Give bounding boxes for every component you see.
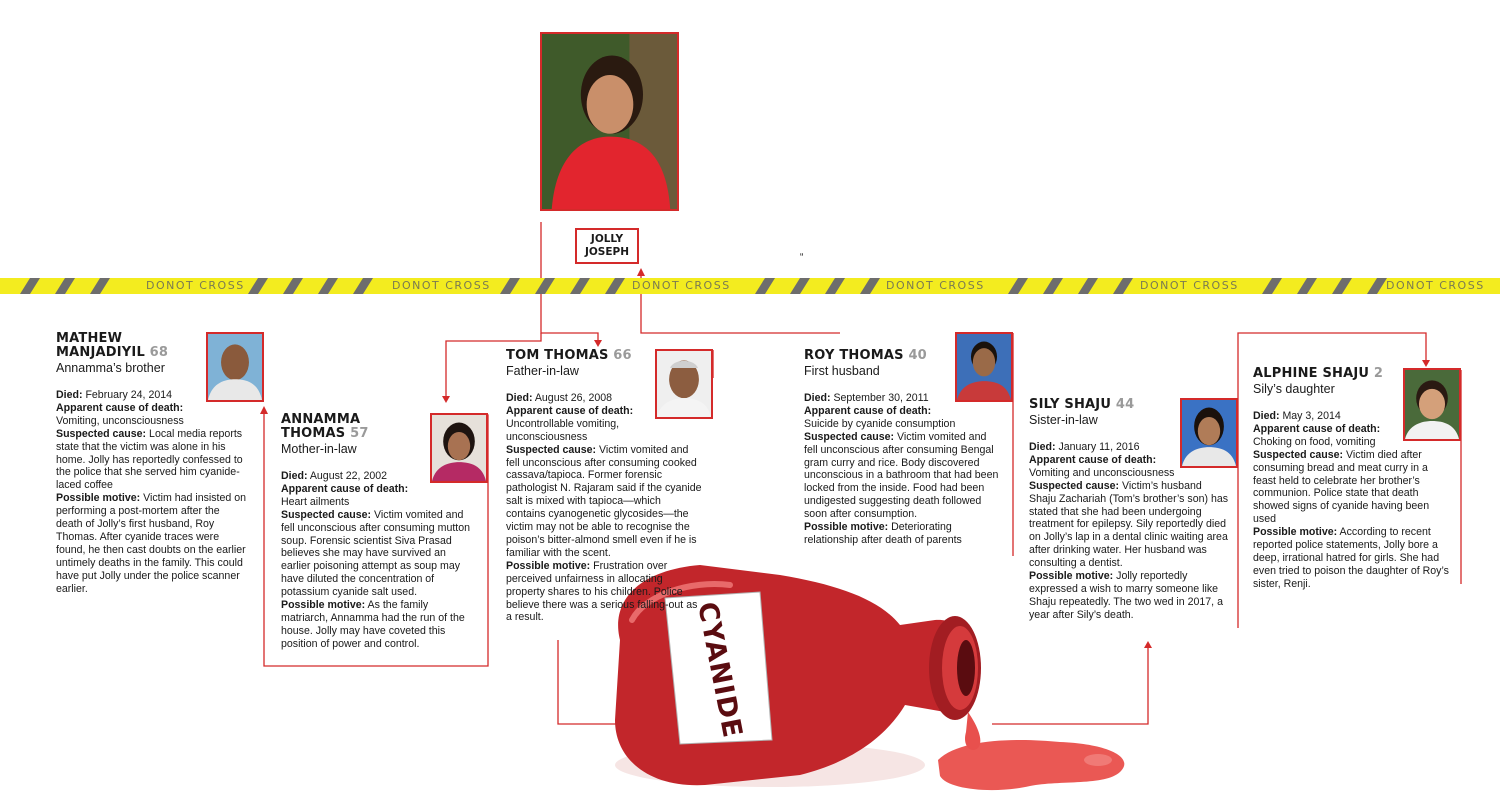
suspected-cause: Victim’s husband Shaju Zachariah (Tom’s brother’s son) has stated that she had been undergoing treatment for epilepsy. Sily reportedly died on Jolly’s lap in a dental clinic waiting area after drinking water. Her husband was consulting a dentist. [1029,479,1229,570]
age: 2 [1373,366,1384,381]
died-label: Died: [506,392,533,404]
victim-card [506,349,702,624]
apparent-cause: Heart ailments [281,495,350,508]
age: 40 [908,348,927,363]
relation: Annamma’s brother [56,361,165,375]
victim-name [1253,367,1453,381]
apparent-cause: Suicide by cyanide consumption [804,417,956,430]
died-label: Died: [804,392,831,404]
relation: Father-in-law [506,364,579,378]
died-label: Died: [1253,410,1280,422]
suspected-label: Suspected cause: [1029,479,1120,492]
tape-label: DONOT CROSS [632,279,731,292]
victim-card [804,349,1000,547]
died-date: September 30, 2011 [833,392,929,404]
victim-details [804,392,1000,547]
possible-motive: According to recent reported police statements, Jolly bore a deep, irrational hatred for girls. She had even tried to poison the daughter of Roy’s sister, Renji. [1253,526,1449,590]
died-label: Died: [281,470,308,482]
apparent-label: Apparent cause of death: [506,404,634,417]
possible-motive: Deteriorating relationship after death of parents [804,521,962,546]
died-date: August 26, 2008 [534,392,613,404]
motive-label: Possible motive: [281,599,366,612]
suspected-label: Suspected cause: [804,430,895,443]
victim-details [1253,410,1453,591]
died-label: Died: [1029,441,1056,453]
died-date: January 11, 2016 [1058,441,1140,453]
possible-motive: Victim had insisted on performing a post-mortem after the death of Jolly’s first husband, Roy Thomas. After cyanide traces were found, he then cast doubts on the earlier untimely deaths in the family. This could have put Jolly under the police scanner earlier. [56,492,246,595]
tape-label: DONOT CROSS [146,279,245,292]
suspected-cause: Victim died after consuming bread and meat curry in a feast held to celebrate her brother’s communion. Police state that death showed signs of cyanide having been used [1253,448,1430,526]
apparent-label: Apparent cause of death: [1253,422,1381,435]
suspected-label: Suspected cause: [281,508,372,521]
motive-label: Possible motive: [804,521,889,534]
tape-label: DONOT CROSS [1386,279,1485,292]
apparent-cause: Uncontrollable vomiting, unconsciousness [506,417,620,443]
motive-label: Possible motive: [1029,570,1114,583]
victim-card [1029,398,1229,622]
jolly-joseph-name [575,228,639,264]
apparent-cause: Vomiting and unconsciousness [1029,466,1175,479]
apparent-cause: Choking on food, vomiting [1253,435,1376,448]
apparent-label: Apparent cause of death: [56,401,184,414]
relation: Sister-in-law [1029,413,1098,427]
victim-name [281,413,477,441]
suspected-cause: Victim vomited and fell unconscious after consuming Bengal gram curry and rice. Body discovered unconscious in a bathroom that had been locked from the inside. Food had been undigested suggesting death followed soon after consumption. [804,430,999,521]
victim-details [281,470,477,651]
suspected-cause: Victim vomited and fell unconscious after consuming cooked cassava/tapioca. Former forensic pathologist N. Rajaram said if the cyanide salt is mixed with tapioca—which contains cyanogenetic glycosides—the victim may not be able to recognise the poison’s bitter-almond smell even if he is familiar with the scent. [506,443,702,559]
bottle-label: CYANIDE [691,599,748,741]
relation: Sily’s daughter [1253,382,1335,396]
victim-name [804,349,1000,363]
victim-name [506,349,702,363]
motive-label: Possible motive: [56,492,141,505]
apparent-label: Apparent cause of death: [804,404,932,417]
victim-name [1029,398,1229,412]
name-line: THOMAS [281,426,346,441]
apparent-label: Apparent cause of death: [1029,453,1157,466]
possible-motive: As the family matriarch, Annamma had the run of the house. Jolly may have coveted this position of power and control. [281,599,465,650]
motive-label: Possible motive: [506,559,591,572]
tape-label: DONOT CROSS [886,279,985,292]
victim-card [56,332,246,596]
died-date: February 24, 2014 [85,389,173,401]
possible-motive: Frustration over perceived unfairness in allocating property shares to his children. Police believe there was a serious falling-out as a result. [506,559,698,624]
victim-card [281,413,477,651]
age: 68 [149,345,169,360]
died-date: August 22, 2002 [309,470,388,482]
died-label: Died: [56,389,83,401]
possible-motive: Jolly reportedly expressed a wish to marry someone like Shaju repeatedly. The two wed in 2017, a year after Sily’s death. [1029,570,1223,621]
quote-mark: “ [800,252,804,263]
name-line: MANJADIYIL [56,345,145,360]
relation: Mother-in-law [281,442,357,456]
victim-card [1253,367,1453,591]
name-line: ALPHINE SHAJU [1253,366,1370,381]
suspected-label: Suspected cause: [1253,448,1344,461]
age: 44 [1115,397,1135,412]
tape-label: DONOT CROSS [392,279,491,292]
suspected-cause: Victim vomited and fell unconscious after consuming mutton soup. Forensic scientist Siva Prasad believes she may have survived an earlier poisoning attempt as soup may have diluted the concentration of potassium cyanide salt used. [281,508,471,599]
name-line: ROY THOMAS [804,348,904,363]
name-line: MATHEW [56,331,123,346]
portrait-icon [542,34,677,209]
apparent-label: Apparent cause of death: [281,482,409,495]
died-date: May 3, 2014 [1282,410,1341,422]
suspected-cause: Local media reports state that the victim was alone in his home. Jolly has reportedly confessed to the police that she served him cyanide-laced coffee [56,427,243,492]
victim-details [1029,441,1229,622]
jolly-joseph-photo [540,32,679,211]
relation: First husband [804,364,880,378]
age: 66 [613,348,632,363]
victim-details [506,392,702,624]
victim-details [56,389,246,596]
name-line: TOM THOMAS [506,348,609,363]
tape-label: DONOT CROSS [1140,279,1239,292]
name-line: SILY SHAJU [1029,397,1112,412]
suspected-label: Suspected cause: [56,427,147,440]
suspected-label: Suspected cause: [506,443,597,456]
name-line: JOSEPH [584,246,630,258]
apparent-cause: Vomiting, unconsciousness [56,414,184,427]
name-line: JOLLY [590,233,624,245]
name-line: ANNAMMA [281,412,361,427]
victim-name [56,332,246,360]
age: 57 [350,426,369,441]
motive-label: Possible motive: [1253,526,1338,539]
